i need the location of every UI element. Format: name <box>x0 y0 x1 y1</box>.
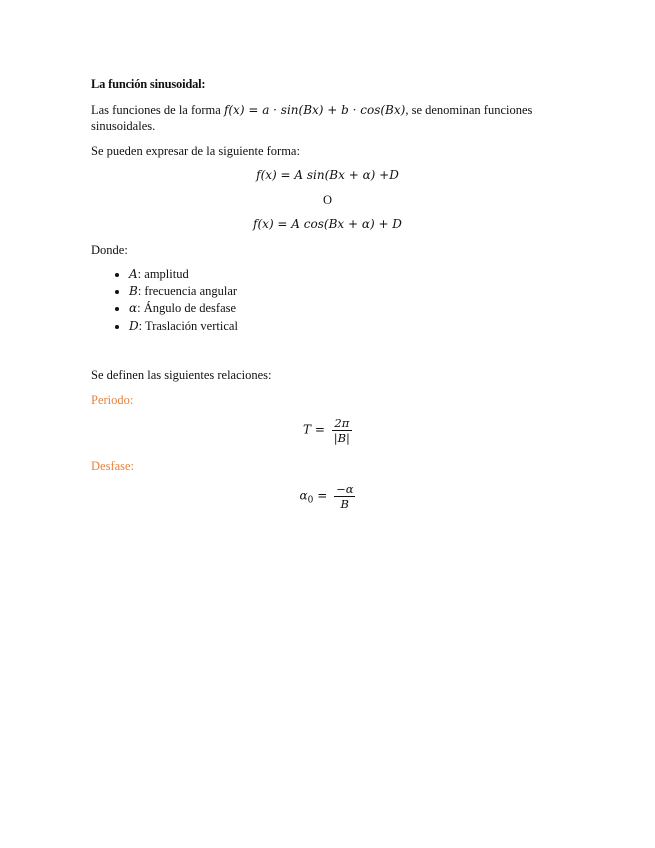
formula-cos-text: f(x) = A cos(Bx + α) + D <box>253 217 402 231</box>
definition-text: : Ángulo de desfase <box>137 301 237 316</box>
intro-formula: f(x) = a · sin(Bx) + b · cos(Bx) <box>223 103 406 117</box>
formula-sin-text: f(x) = A sin(Bx + α) +D <box>256 168 399 182</box>
intro-prefix: Las funciones de la forma <box>91 103 224 117</box>
relations-text: Se definen las siguientes relaciones: <box>91 368 272 382</box>
phase-fraction <box>334 482 355 511</box>
definition-symbol: A <box>129 267 138 281</box>
period-lhs: T = <box>303 422 329 437</box>
definition-text: : amplitud <box>137 267 189 281</box>
section-title: La función sinusoidal: <box>91 77 206 91</box>
definition-symbol: α <box>129 301 138 316</box>
intro-paragraph <box>91 102 532 118</box>
definition-symbol: D <box>129 318 139 333</box>
list-item <box>129 300 238 317</box>
definition-text: : Traslación vertical <box>138 318 238 333</box>
intro-suffix: , se denominan funciones <box>405 103 533 117</box>
formula-sin <box>0 167 655 183</box>
formula-connector: O <box>322 193 333 207</box>
phase-formula <box>0 482 655 511</box>
donde-label: Donde: <box>91 243 128 257</box>
period-denominator: |B| <box>333 431 350 445</box>
period-numerator: 2π <box>332 416 352 431</box>
express-text: Se pueden expresar de la siguiente forma: <box>91 144 300 158</box>
intro-continuation: sinusoidales. <box>91 119 156 133</box>
phase-label: Desfase: <box>91 459 135 473</box>
period-formula <box>0 416 655 445</box>
list-item <box>129 318 238 335</box>
phase-lhs-symbol: α <box>299 488 308 503</box>
definition-text: : frecuencia angular <box>137 284 238 299</box>
phase-denominator: B <box>340 497 349 511</box>
list-item <box>129 283 238 300</box>
phase-numerator: −α <box>336 482 354 496</box>
list-item <box>129 266 238 283</box>
definitions-list <box>107 266 238 335</box>
phase-equals: = <box>313 488 332 503</box>
phase-lhs-subscript: 0 <box>307 495 314 506</box>
formula-cos <box>0 216 655 232</box>
period-fraction <box>332 416 352 445</box>
definition-symbol: B <box>129 284 138 299</box>
period-label: Periodo: <box>91 393 134 407</box>
